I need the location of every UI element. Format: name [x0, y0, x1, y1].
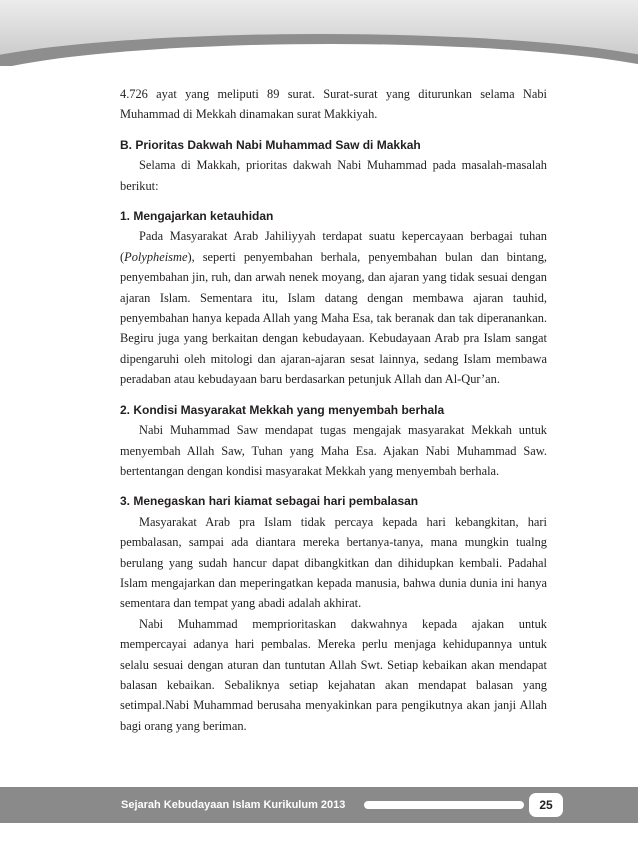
section-b-heading: B. Prioritas Dakwah Nabi Muhammad Saw di Makkah [120, 137, 421, 152]
page-number: 25 [529, 793, 563, 817]
point-1-italic-term: Polypheisme [124, 249, 188, 264]
page-content [120, 84, 547, 736]
intro-paragraph: 4.726 ayat yang meliputi 89 surat. Surat-surat yang diturunkan selama Nabi Muhammad di Mekkah dinamakan surat Makkiyah. [120, 87, 547, 122]
point-3-paragraph-1: Masyarakat Arab pra Islam tidak percaya kepada hari kebangkitan, hari pembalasan, sampai ada diantara mereka bertanya-tanya, mana mungkin tualng berulang yang sudah hancur dapat dibangkitkan dan dihidupkan kembali. Padahal Islam mengajarkan dan meperingatkan kepada manusia, bahwa dunia dunia ini hanya sementara dan tempat yang abadi adalah akhirat. [120, 514, 547, 611]
point-1-paragraph [120, 226, 547, 389]
point-1-heading: 1. Mengajarkan ketauhidan [120, 209, 274, 224]
section-b-paragraph: Selama di Makkah, prioritas dakwah Nabi Muhammad pada masalah-masalah berikut: [120, 158, 547, 193]
header-decoration [0, 0, 638, 66]
point-1-text-end: ), seperti penyembahan berhala, penyembahan bulan dan bintang, penyembahan jin, ruh, dan arwah nenek moyang, dan ajaran yang tidak sesuai dengan ajaran Islam. Sementara itu, Islam datang dengan membawa ajaran tauhid, penyembahan hanya kepada Allah yang Maha Esa, tak beranak dan tak diperanankan. Begiru juga yang berkaitan dengan kebudayaan. Kebudayaan Arab pra Islam sangat dipengaruhi oleh mitologi dan ajaran-ajaran sesat lainnya, sedang Islam membawa peradaban atau kebudayaan baru berdasarkan petunjuk Allah dan Al-Qur’an. [120, 249, 547, 387]
footer-band [0, 787, 638, 823]
footer-decorative-bar [364, 801, 524, 809]
point-3-paragraph-2: Nabi Muhammad memprioritaskan dakwahnya kepada ajakan untuk mempercayai adanya hari pembalas. Mereka perlu menjaga kehidupannya untuk selalu sesuai dengan aturan dan tuntutan Allah Swt. Setiap kebaikan akan mendapat balasan kebaikan. Sebaliknya setiap kejahatan akan mendapat balasan yang setimpal.Nabi Muhammad berusaha menyakinkan para pengikutnya akan janji Allah bagi orang yang beriman. [120, 616, 547, 733]
point-1-text-start: Pada Masyarakat Arab Jahiliyyah terdapat suatu kepercayaan berbagai tuhan ( [120, 229, 547, 264]
point-3-heading: 3. Menegaskan hari kiamat sebagai hari pembalasan [120, 494, 419, 509]
point-2-paragraph: Nabi Muhammad Saw mendapat tugas mengajak masyarakat Mekkah untuk menyembah Allah Saw, Tuhan yang Maha Esa. Ajakan Nabi Muhammad Saw. bertentangan dengan kondisi masyarakat Mekkah yang menyembah berhala. [120, 423, 547, 478]
point-2-heading: 2. Kondisi Masyarakat Mekkah yang menyembah berhala [120, 402, 445, 417]
footer-book-title: Sejarah Kebudayaan Islam Kurikulum 2013 [121, 799, 346, 811]
